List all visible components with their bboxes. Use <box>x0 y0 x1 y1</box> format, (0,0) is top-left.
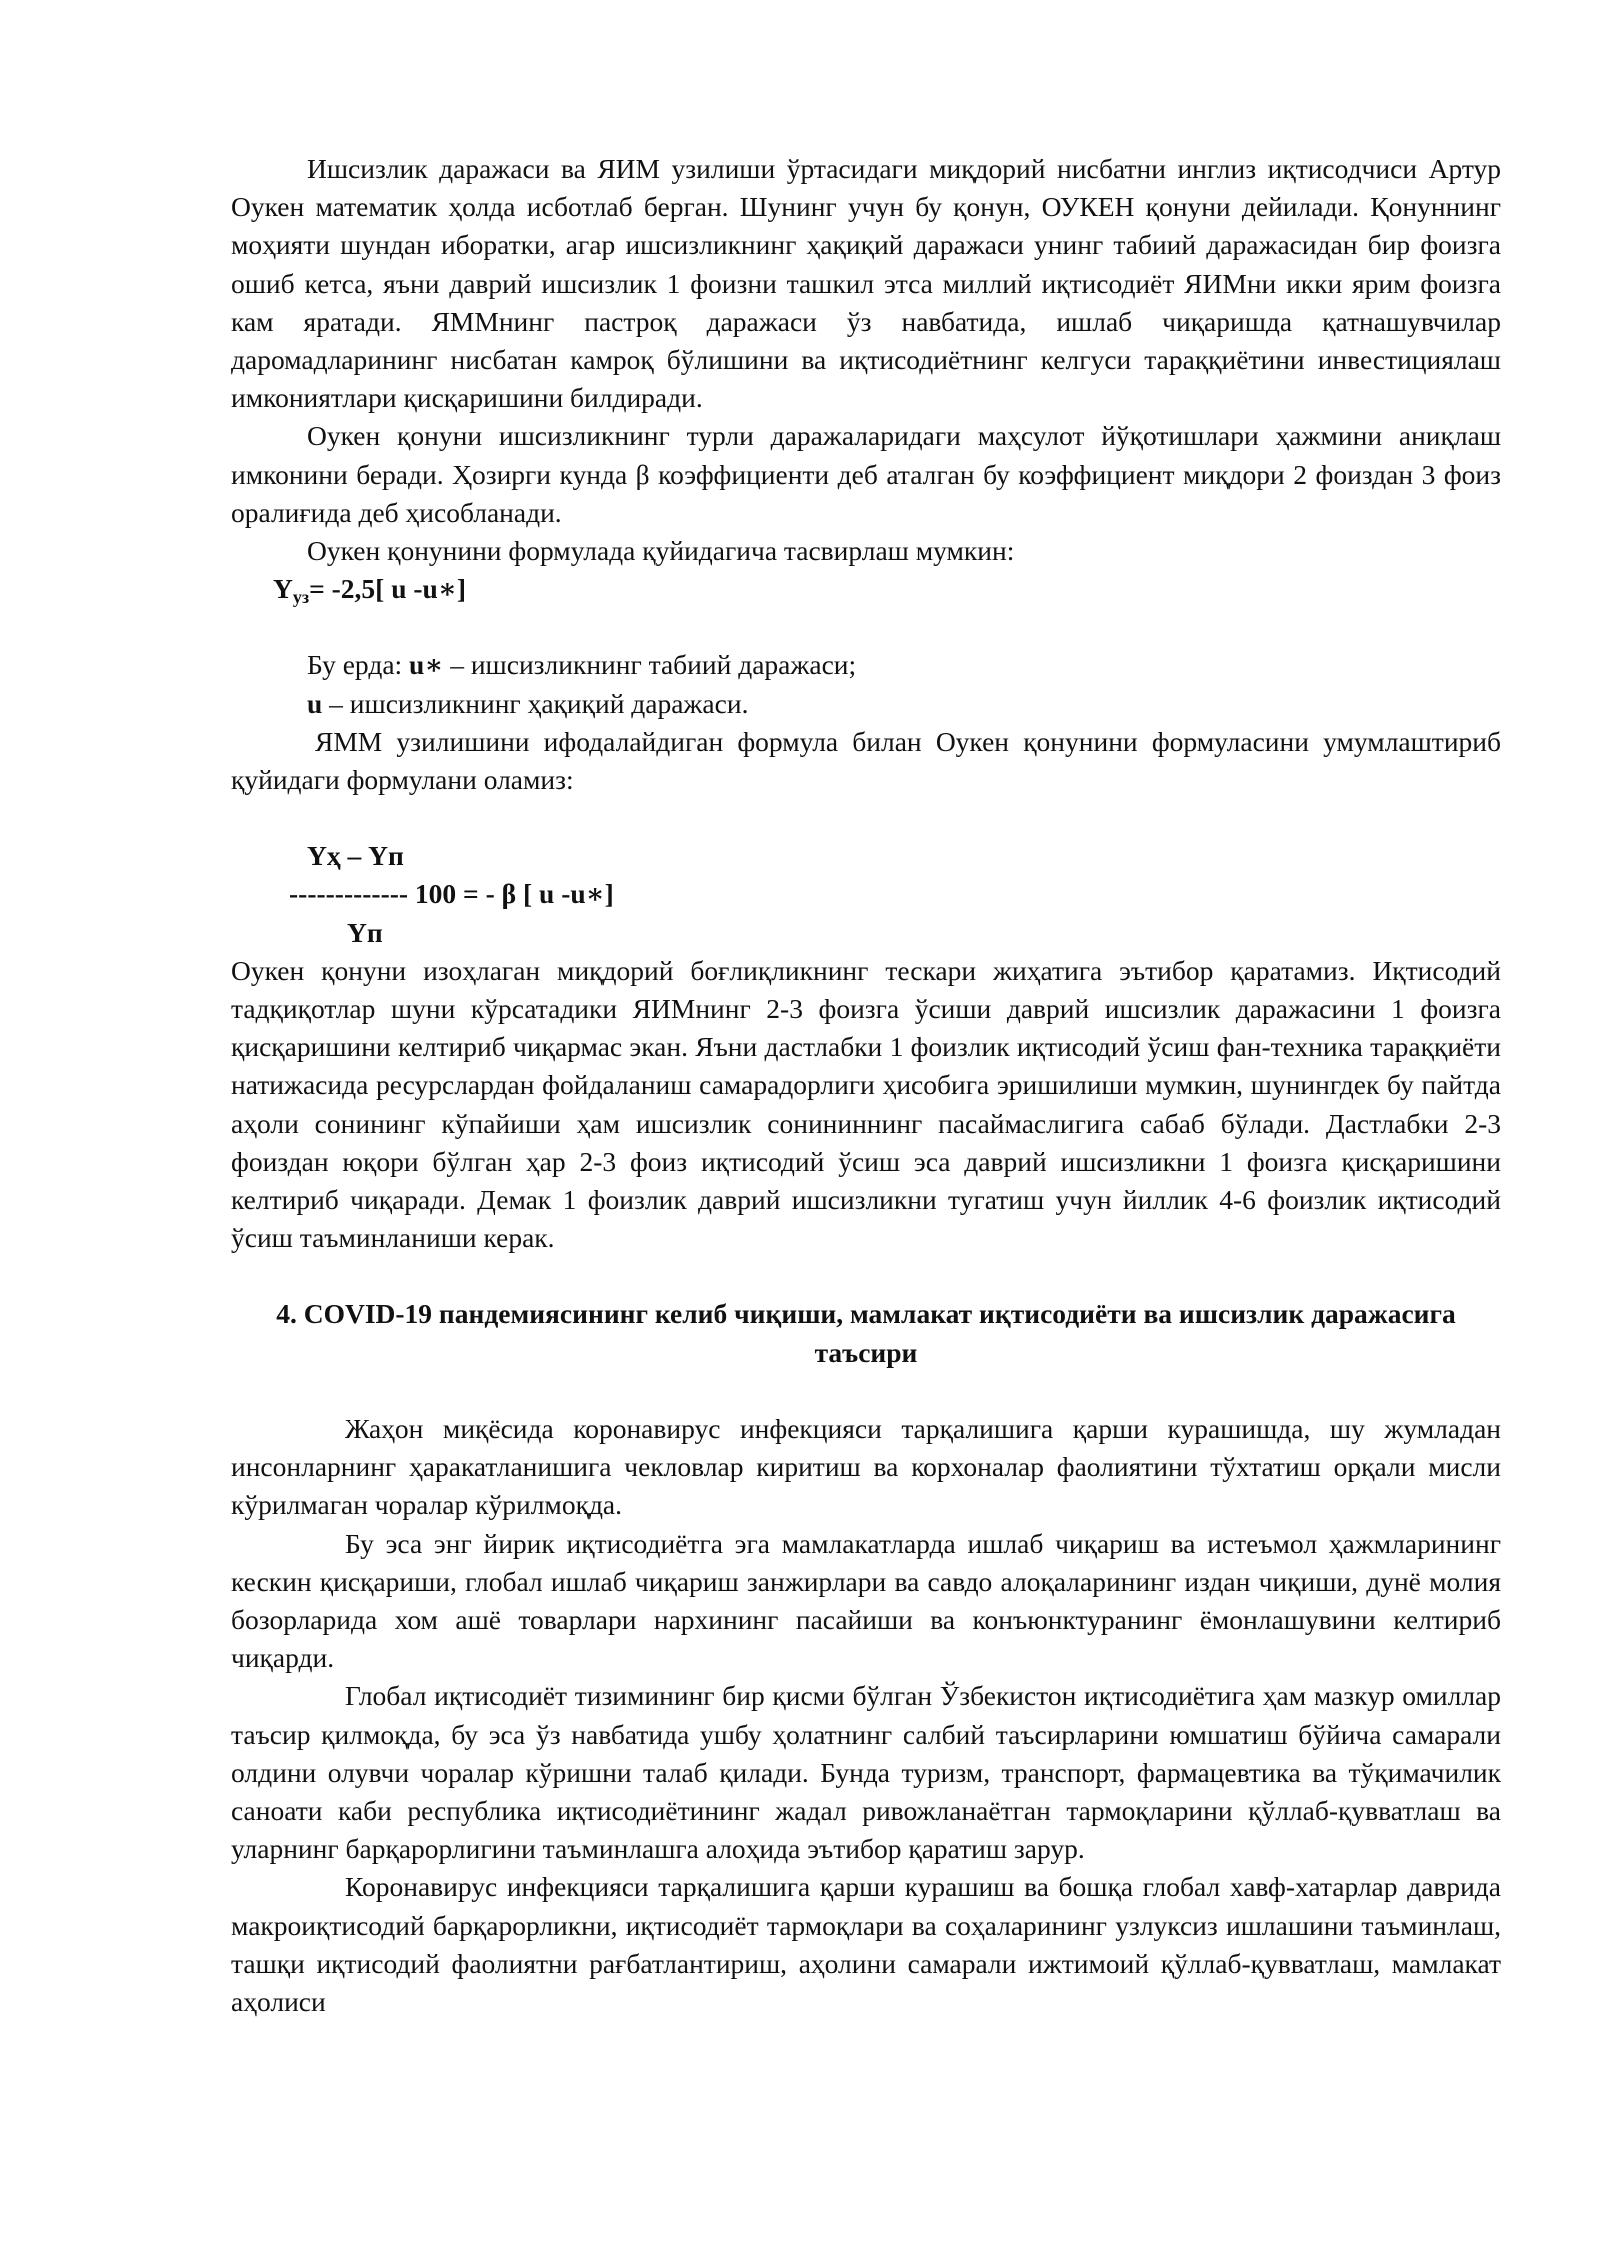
definition-natural-unemployment <box>307 646 1501 684</box>
okun-formula <box>273 570 1501 608</box>
definition-text: – ишсизликнинг табиий даражаси; <box>443 649 857 681</box>
formula-numerator: Yҳ – Yп <box>307 840 404 872</box>
paragraph-okun-beta: Оукен қонуни ишсизликнинг турли даражаларидаги маҳсулот йўқотишлари ҳажмини аниқлаш имконини беради. Ҳозирги кунда β коэффициенти деб аталган бу коэффициент миқдори 2 фоиздан 3 фоиз оралиғида деб ҳисобланади. <box>231 420 1501 528</box>
formula-denominator: Yп <box>347 916 383 948</box>
paragraph-uzbekistan: Глобал иқтисодиёт тизимининг бир қисми бўлган Ўзбекистон иқтисодиётига ҳам мазкур омиллар таъсир қилмоқда, бу эса ўз навбатида ушбу ҳолатнинг салбий таъсирларини юмшатиш бўйича самарали олдини олувчи чоралар кўришни талаб қилади. Бунда туризм, транспорт, фармацевтика ва тўқимачилик саноати каби республика иқтисодиётининг жадал ривожланаётган тармоқларини қўллаб-қувватлаш ва уларнинг барқарорлигини таъминлашга алоҳида эътибор қаратиш зарур. <box>231 1680 1501 1865</box>
definition-text: – ишсизликнинг ҳақиқий даражаси. <box>322 687 749 719</box>
definition-symbol: u∗ <box>409 649 444 681</box>
formula-y: Y <box>273 573 293 605</box>
paragraph-okun-inverse: Оукен қонуни изоҳлаган миқдорий боғлиқликнинг тескари жиҳатига эътибор қаратамиз. Иқтисодий тадқиқотлар шуни кўрсатадики ЯИМнинг 2-3 фоизга ўсиши даврий ишсизлик даражасини 1 фоизга қисқаришини келтириб чиқармас экан. Яъни дастлабки 1 фоизлик иқтисодий ўсиш фан-техника тараққиёти натижасида ресурслардан фойдаланиш самарадорлиги ҳисобига эришилиши мумкин, шунингдек бу пайтда аҳоли сонининг кўпайиши ҳам ишсизлик сонининнинг пасаймаслигига сабаб бўлади. Дастлабки 2-3 фоиздан юқори бўлган ҳар 2-3 фоиз иқтисодий ўсиш эса даврий ишсизликни 1 фоизга қисқаришини келтириб чиқаради. Демак 1 фоизлик даврий ишсизликни тугатиш учун йиллик 4-6 фоизлик иқтисодий ўсиш таъминланиши керак. <box>231 954 1501 1254</box>
formula-fraction-line: ------------- 100 = - β [ u -u∗] <box>289 878 614 910</box>
definition-symbol: u <box>307 687 323 719</box>
formula-expression: = -2,5[ u -u∗] <box>309 573 466 605</box>
definition-actual-unemployment <box>307 685 1501 723</box>
document-page <box>231 150 1501 2021</box>
spacer <box>231 1372 1501 1410</box>
definition-prefix: Бу ерда: <box>307 649 410 681</box>
spacer <box>231 1257 1501 1295</box>
formula-y-subscript: уз <box>292 587 310 608</box>
paragraph-covid-measures: Жаҳон миқёсида коронавирус инфекцияси тарқалишига қарши курашишда, шу жумладан инсонларнинг ҳаракатланишига чекловлар киритиш ва корхоналар фаолиятини тўхтатиш орқали мисли кўрилмаган чоралар кўрилмоқда. <box>231 1412 1501 1521</box>
paragraph-formula-intro: Оукен қонунини формулада қуйидагича тасвирлаш мумкин: <box>307 535 1015 567</box>
paragraph-gap-formula-intro: ЯММ узилишини ифодалайдиган формула билан Оукен қонунини формуласини умумлаштириб қуйидаги формулани оламиз: <box>231 725 1501 796</box>
spacer <box>231 608 1501 646</box>
paragraph-okun-intro: Ишсизлик даражаси ва ЯИМ узилиши ўртасидаги миқдорий нисбатни инглиз иқтисодчиси Артур Оукен математик ҳолда исботлаб берган. Шунинг учун бу қонун, ОУКЕН қонуни дейилади. Қонуннинг моҳияти шундан иборатки, агар ишсизликнинг ҳақиқий даражаси унинг табиий даражасидан бир фоизга ошиб кетса, яъни даврий ишсизлик 1 фоизни ташкил этса миллий иқтисодиёт ЯИМни икки ярим фоизга кам яратади. ЯММнинг пастроқ даражаси ўз навбатида, ишлаб чиқаришда қатнашувчилар даромадларининг нисбатан камроқ бўлишини ва иқтисодиётнинг келгуси тараққиётини инвестициялаш имкониятлари қисқаришини билдиради. <box>231 153 1501 414</box>
paragraph-covid-economy: Бу эса энг йирик иқтисодиётга эга мамлакатларда ишлаб чиқариш ва истеъмол ҳажмларининг кескин қисқариши, глобал ишлаб чиқариш занжирлари ва савдо алоқаларининг издан чиқиши, дунё молия бозорларида хом ашё товарлари нархининг пасайиши ва конъюнктуранинг ёмонлашувини келтириб чиқарди. <box>231 1527 1501 1674</box>
section-heading: 4. COVID-19 пандемиясининг келиб чиқиши, мамлакат иқтисодиёти ва ишсизлик даражасига таъсири <box>276 1298 1456 1368</box>
spacer <box>231 799 1501 837</box>
paragraph-stability: Коронавирус инфекцияси тарқалишига қарши курашиш ва бошқа глобал хавф-хатарлар даврида макроиқтисодий барқарорликни, иқтисодиёт тармоқлари ва соҳаларининг узлуксиз ишлашини таъминлаш, ташқи иқтисодий фаолиятни рағбатлантириш, аҳолини самарали ижтимоий қўллаб-қувватлаш, мамлакат аҳолиси <box>231 1871 1501 2017</box>
